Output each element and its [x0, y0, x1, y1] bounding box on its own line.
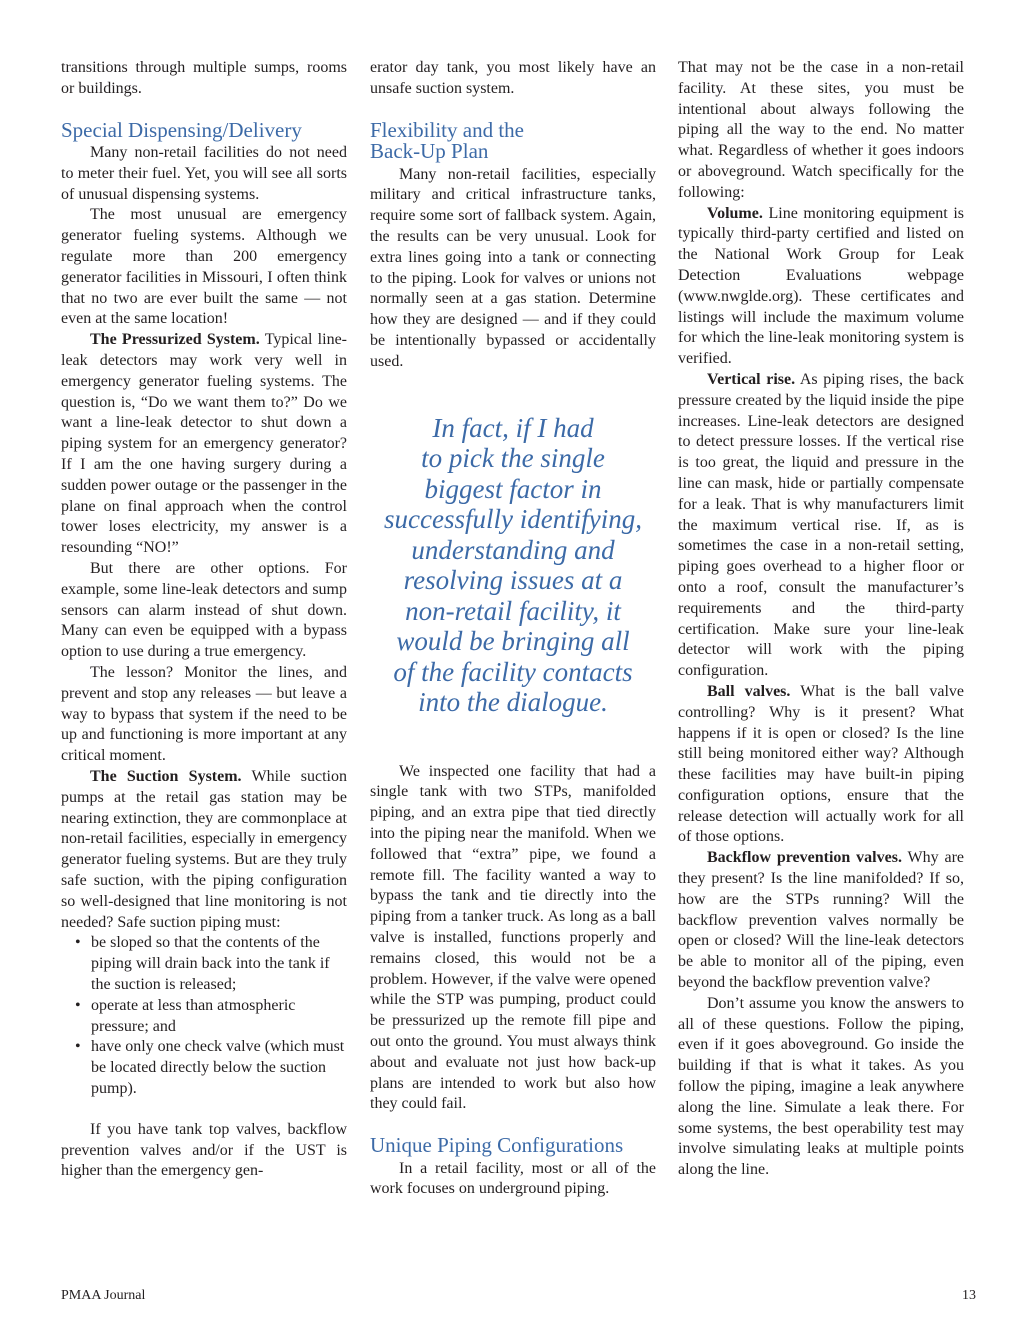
paragraph-continuation: erator day tank, you most likely have an unsafe suction system.: [370, 59, 656, 97]
paragraph-volume: Volume. Line monitoring equipment is typically third-party certified and listed on the National Work Group for Leak Detection Evaluations webpage (www.nwglde.org). These certificates and listings will include the maximum volume for which the line-leak monitoring system is verified.: [678, 204, 964, 368]
footer-journal-name: PMAA Journal: [61, 1288, 146, 1303]
paragraph-suction: [61, 767, 347, 933]
heading-special-dispensing: Special Dispensing/Delivery: [61, 117, 302, 142]
run-in-vertical-rise: Vertical rise.: [707, 370, 796, 388]
paragraph-inspected: We inspected one facility that had a single tank with two STPs, manifolded piping, and an extra pipe that tied directly into the piping near the manifold. When we followed that “extra” pipe, we found a remote fill. The facility wanted a way to bypass the tank and tie directly into the piping from a tanker truck. As long as a ball valve is installed, functions properly and remains closed, this would not be a problem. However, if the valve were opened while the STP was pumping, product could be pressurized up the remote fill pipe and out onto the ground. You must always think about and evaluate not just how back-up plans are intended to work but also how they could fail.: [370, 762, 656, 1113]
paragraph-generator: The most unusual are emergency generator fueling systems. Although we regulate more than 200 emergency generator facilities in Missouri, I often think that no two are ever built the same — not even at the same location!: [61, 206, 347, 328]
run-in-backflow: Backflow prevention valves.: [707, 849, 902, 867]
paragraph-continuation: That may not be the case in a non-retail facility. At these sites, you must be intentional about always following the piping all the way to the end. No matter what. Regardless of whether it goes indoors or aboveground. Watch specifically for the following:: [678, 59, 964, 201]
paragraph-tank-top: If you have tank top valves, backflow prevention valves and/or if the UST is higher than the emergency gen-: [61, 1120, 347, 1180]
paragraph-options: But there are other options. For example, some line-leak detectors and sump sensors can alarm instead of shut down. Many can even be equipped with a bypass option to use during a true emergency.: [61, 560, 347, 661]
paragraph-backflow: Backflow prevention valves. Why are they present? Is the line manifolded? If so, how are the STPs running? Will the backflow prevention valves normally be open or closed? Will the line-leak detectors be able to monitor all of the piping, even beyond the backflow prevention valve?: [678, 849, 964, 992]
paragraph-continuation: transitions through multiple sumps, rooms or buildings.: [61, 59, 347, 97]
column-right: [678, 58, 964, 1181]
paragraph-retail: In a retail facility, most or all of the work focuses on underground piping.: [370, 1159, 656, 1198]
list-item: • have only one check valve (which must be located directly below the suction pump).: [75, 1038, 345, 1097]
run-in-volume: Volume.: [707, 204, 763, 222]
column-middle: [370, 58, 656, 1200]
heading-flexibility: Flexibility and the Back-Up Plan: [370, 117, 524, 164]
run-in-pressurized: The Pressurized System.: [90, 331, 260, 349]
list-item: • operate at less than atmospheric pressure; and: [75, 996, 296, 1035]
paragraph-ball-valves: Ball valves. What is the ball valve controlling? Why is it present? What happens if it is open or closed? Is the line still being monitored either way? Although these facilities may have built-in piping configuration options, ensure that the release detection will actually work for all of those options.: [678, 682, 965, 846]
bullet-icon: •: [75, 996, 81, 1014]
paragraph-vertical-rise: Vertical rise. As piping rises, the back pressure created by the liquid inside the pipe increases. Line-leak detectors are designed to detect pressure losses. If the vertical rise is too great, the liquid and pressure in the line can mask, hide or partially compensate for a leak. That is why manufacturers limit the maximum vertical rise. If, as is sometimes the case in a non-retail setting, piping goes overhead to a higher floor or onto a roof, consult the manufacturer’s requirements and the third-party certification. Make sure your line-leak detector will work with the piping configuration.: [678, 370, 964, 680]
paragraph-pressurized: [61, 330, 347, 559]
column-left: [61, 58, 347, 1182]
bullet-icon: •: [75, 1038, 81, 1056]
run-in-suction: The Suction System.: [90, 768, 242, 785]
paragraph-dont-assume: Don’t assume you know the answers to all of these questions. Follow the piping, even if it goes aboveground. Go inside the building if that is what it takes. As you follow the piping, imagine a leak anywhere along the line. Simulate a leak there. For some systems, the best operability test may involve simulating leaks at multiple points along the line.: [678, 994, 964, 1179]
bullet-icon: •: [75, 934, 81, 952]
pull-quote: In fact, if I had to pick the single biggest factor in successfully identifying, understanding and resolving issues at a non-retail facility, it would be bringing all of the facility contacts into the dialogue.: [384, 412, 642, 718]
list-item: • be sloped so that the contents of the piping will drain back into the tank if the suction is released;: [75, 934, 330, 993]
page-number: 13: [962, 1288, 976, 1303]
paragraph-meter: Many non-retail facilities do not need to meter their fuel. Yet, you will see all sorts of unusual dispensing systems.: [61, 144, 347, 203]
paragraph-lesson: The lesson? Monitor the lines, and prevent and stop any releases — but leave a way to bypass that system if the need to be up and functioning is more important at any critical moment.: [61, 664, 347, 765]
paragraph-military: Many non-retail facilities, especially military and critical infrastructure tanks, require some sort of fallback system. Again, the results can be very unusual. Look for extra lines going into a tank or connecting to the piping. Look for valves or unions not normally seen at a gas station. Determine how they are designed — and if they could be intentionally bypassed or accidentally used.: [370, 165, 656, 370]
suction-requirements-list: [61, 933, 347, 1099]
run-in-ball-valves: Ball valves.: [707, 682, 791, 700]
pressurized-text: Typical line-leak detectors may work very well in emergency generator fueling systems. The question is, “Do we want them to?” Do we want a line-leak detector to shut down a piping system for an emergency generator? If I am the one having surgery during a sudden power outage or the passenger in the plane on final approach when the control tower loses electricity, my answer is a resounding “NO!”: [61, 331, 347, 557]
heading-unique-piping: Unique Piping Configurations: [370, 1133, 624, 1158]
suction-text: While suction pumps at the retail gas station may be nearing extinction, they are commonplace at non-retail facilities, especially in emergency generator fueling systems. But are they truly safe suction, with the piping configuration so well-designed that line monitoring is not needed? Safe suction piping must:: [61, 768, 347, 931]
